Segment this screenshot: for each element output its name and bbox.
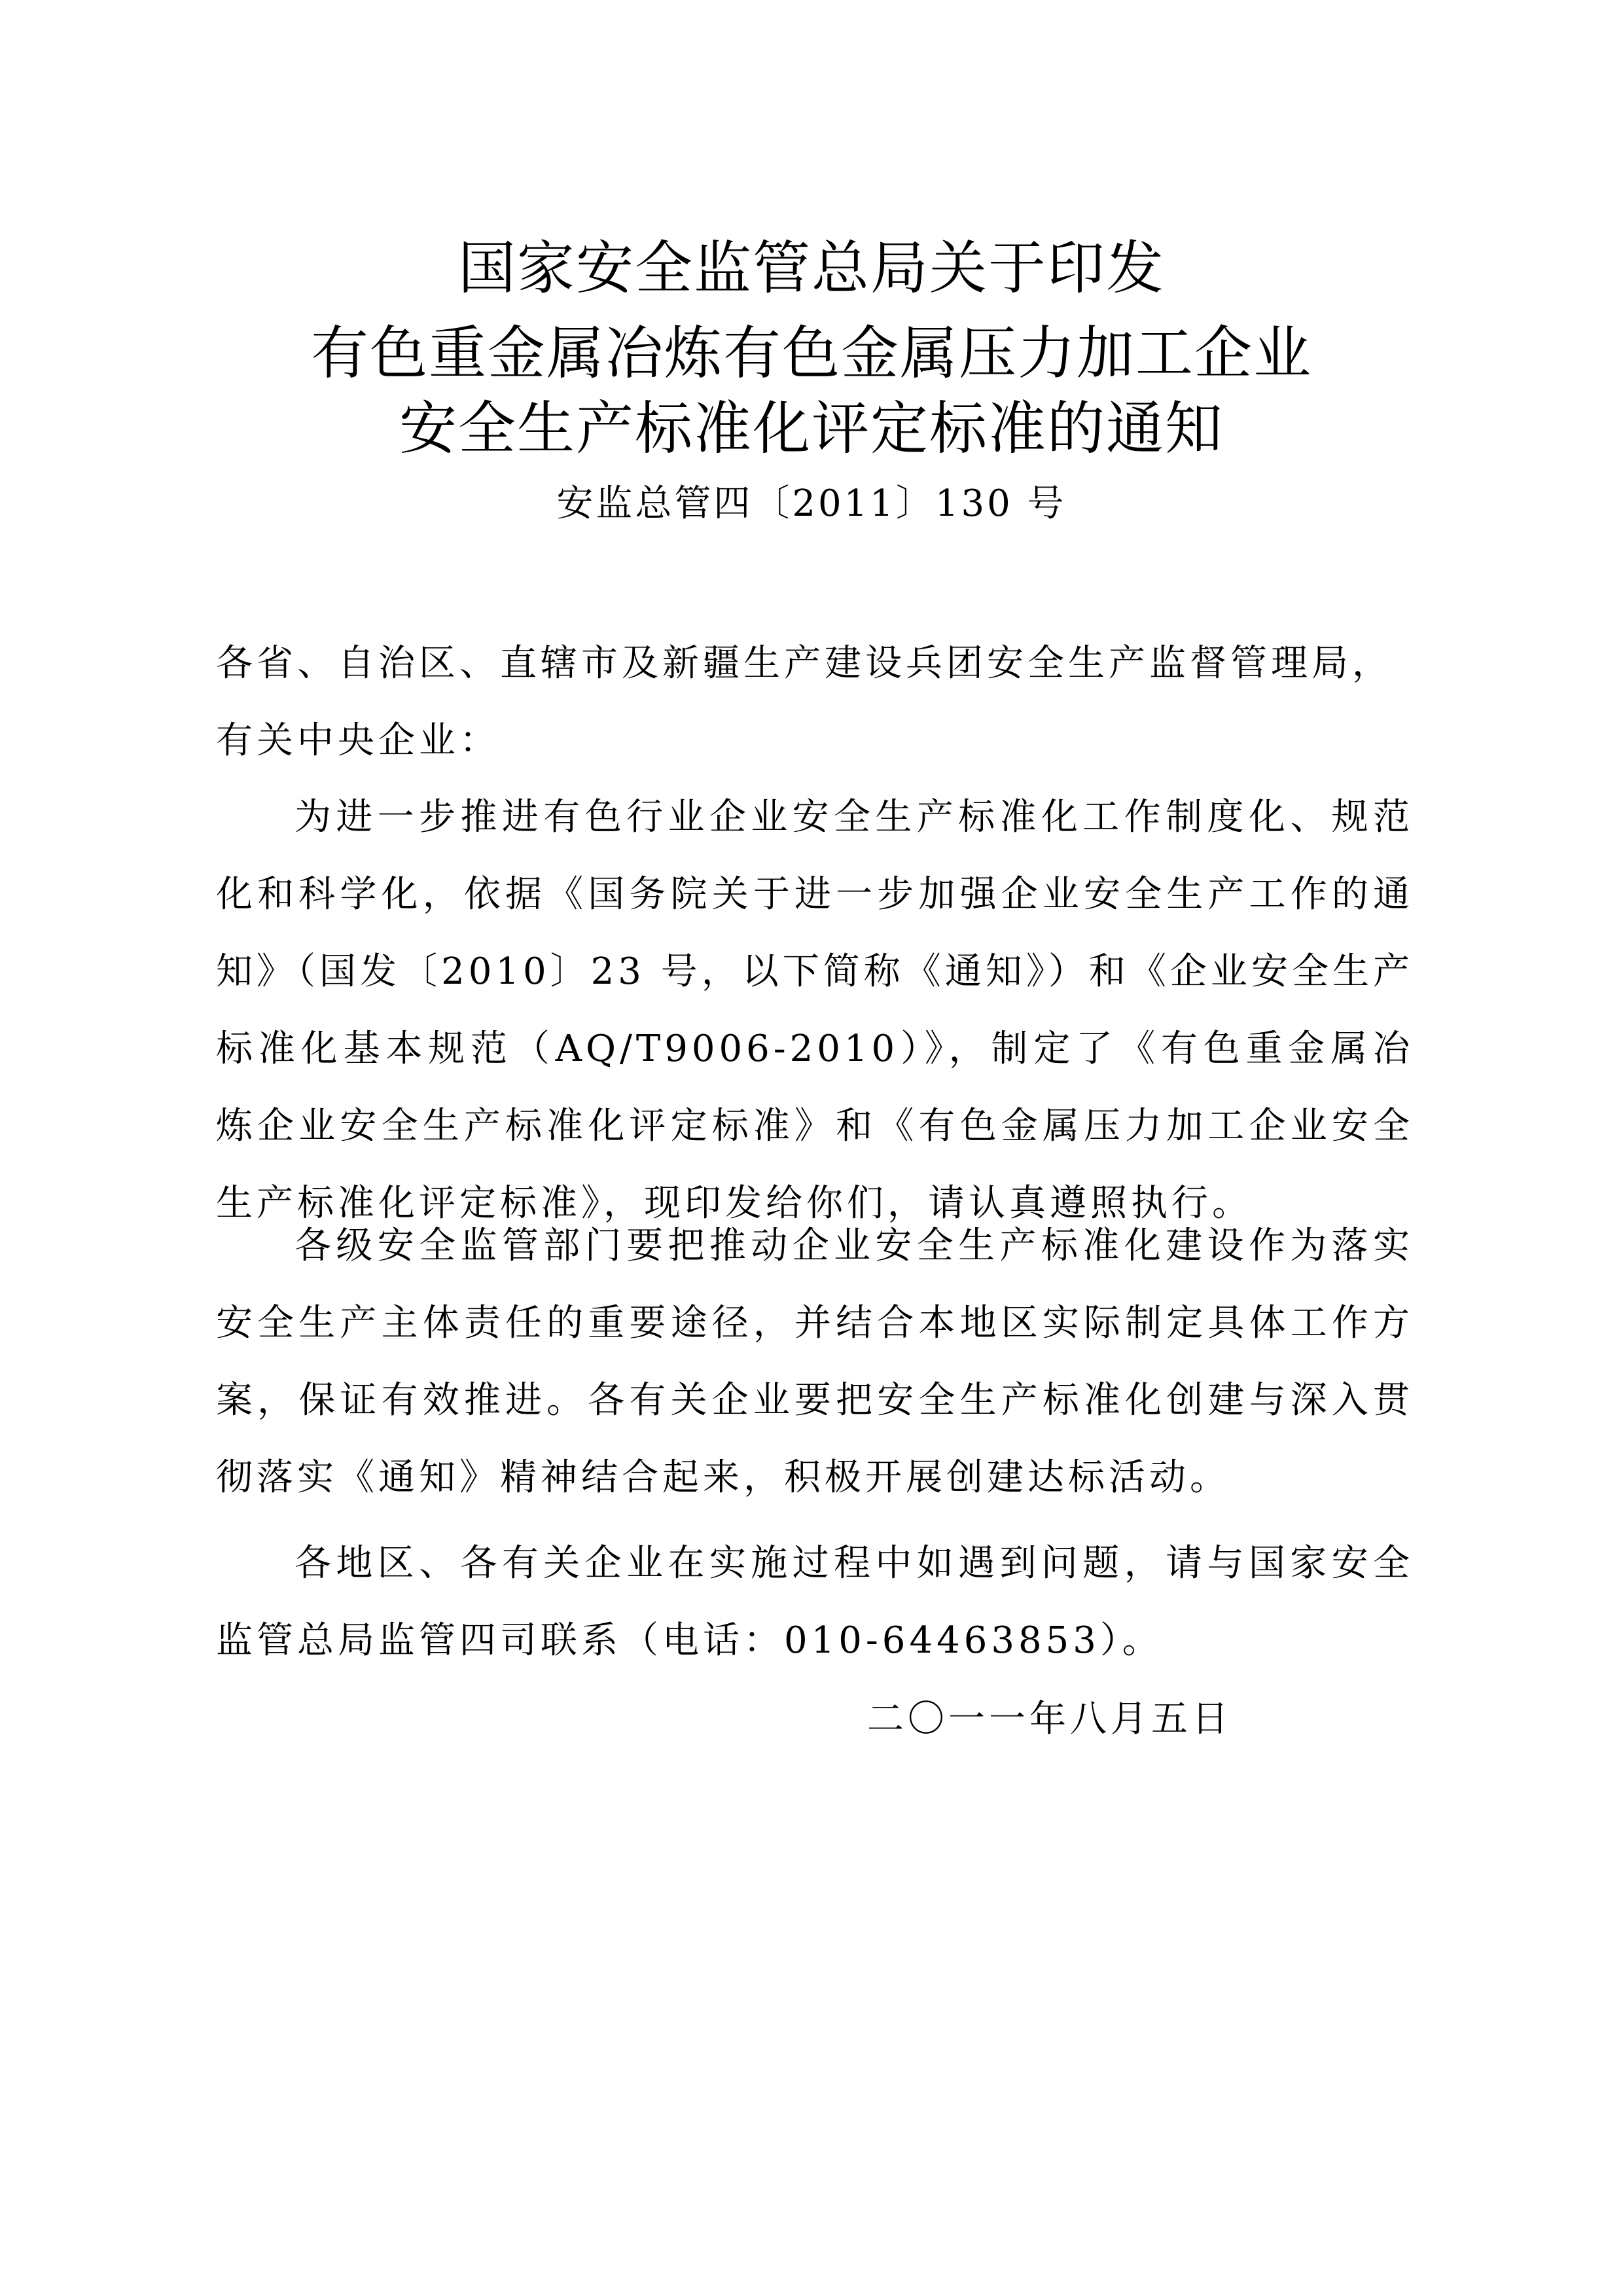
document-date: 二〇一一年八月五日: [867, 1698, 1232, 1740]
title-line-3: 安全生产标准化评定标准的通知: [399, 395, 1224, 462]
title-line-2: 有色重金属冶炼有色金属压力加工企业: [310, 319, 1312, 387]
title-line-1: 国家安全监管总局关于印发: [457, 234, 1165, 302]
addressee-line-2: 有关中央企业：: [216, 719, 500, 762]
paragraph-3: 各地区、各有关企业在实施过程中如遇到问题，请与国家安全监管总局监管四司联系（电话：010-64463853）。: [216, 1542, 1414, 1662]
addressee-line-1: 各省、自治区、直辖市及新疆生产建设兵团安全生产监督管理局，: [216, 642, 1393, 685]
addressee: [216, 625, 1414, 780]
paragraph-2: 各级安全监管部门要把推动企业安全生产标准化建设作为落实安全生产主体责任的重要途径，并结合本地区实际制定具体工作方案，保证有效推进。各有关企业要把安全生产标准化创建与深入贯彻落实《通知》精神结合起来，积极开展创建达标活动。: [216, 1225, 1414, 1499]
document-number: 安监总管四〔2011〕130 号: [556, 482, 1067, 525]
paragraph-1: 为进一步推进有色行业企业安全生产标准化工作制度化、规范化和科学化，依据《国务院关于进一步加强企业安全生产工作的通知》（国发〔2010〕23 号，以下简称《通知》）和《企业安全生产标准化基本规范（AQ/T9006-2010）》，制定了《有色重金属冶炼企业安全生产标准化评定标准》和《有色金属压力加工企业安全生产标准化评定标准》，现印发给你们，请认真遵照执行。: [216, 796, 1414, 1225]
